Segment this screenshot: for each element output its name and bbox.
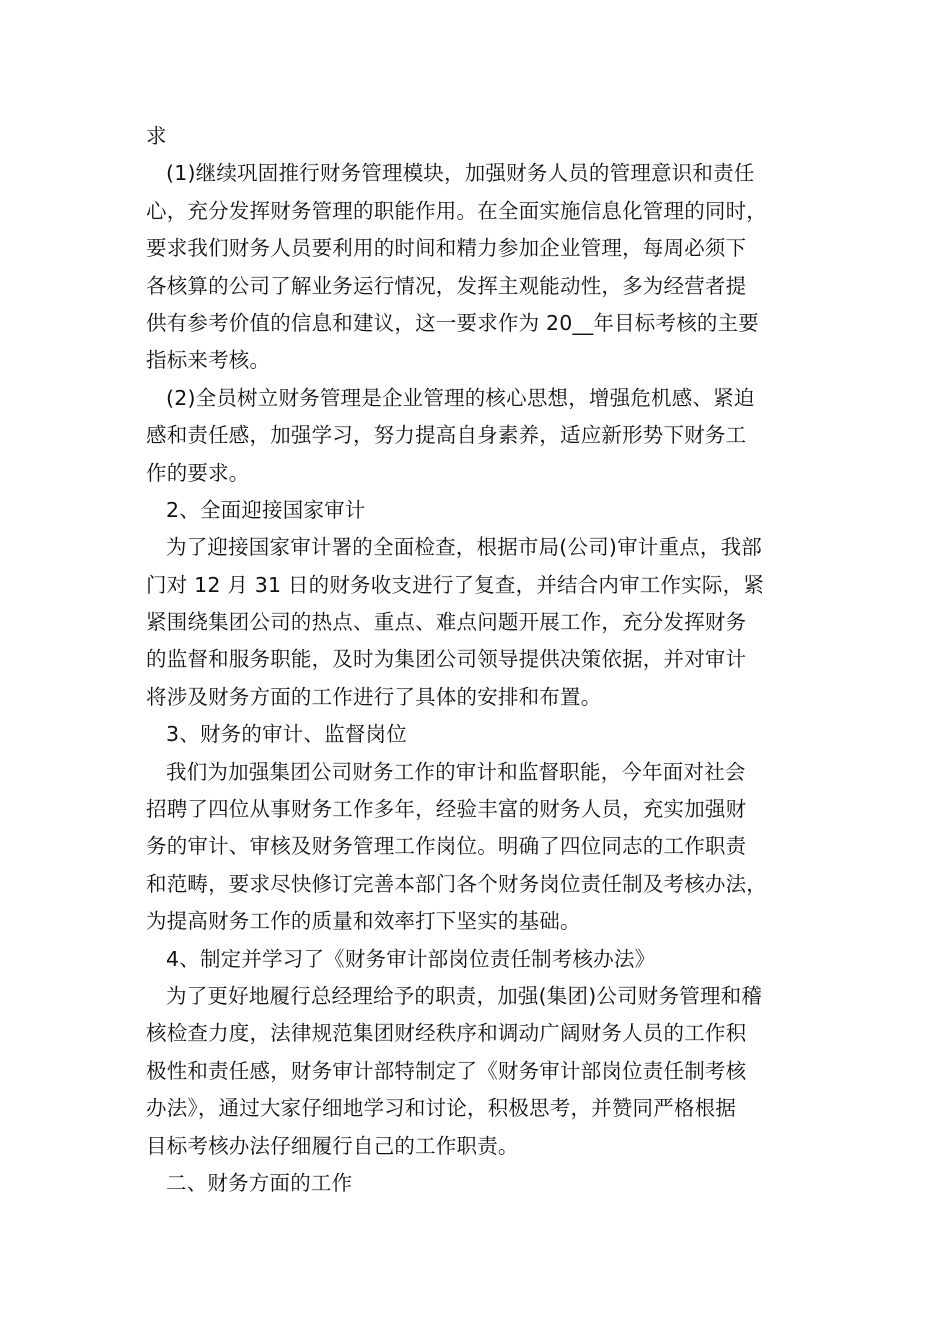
text-line: (2)全员树立财务管理是企业管理的核心思想，增强危机感、紧迫 (166, 385, 755, 410)
text-line: 作的要求。 (146, 460, 250, 485)
text-line: 为了更好地履行总经理给予的职责，加强(集团)公司财务管理和稽 (166, 983, 762, 1008)
text-line: 2、全面迎接国家审计 (166, 497, 366, 522)
text-line: 各核算的公司了解业务运行情况，发挥主观能动性，多为经营者提 (146, 273, 747, 298)
text-line: 感和责任感，加强学习，努力提高自身素养，适应新形势下财务工 (146, 423, 747, 448)
text-line: 我们为加强集团公司财务工作的审计和监督职能，今年面对社会 (166, 759, 746, 784)
text-line: 要求我们财务人员要利用的时间和精力参加企业管理，每周必须下 (146, 236, 747, 261)
text-line: 为了迎接国家审计署的全面检查，根据市局(公司)审计重点，我部 (166, 535, 762, 560)
text-line: 门对 12 月 31 日的财务收支进行了复查，并结合内审工作实际，紧 (146, 572, 765, 597)
text-line: 核检查力度，法律规范集团财经秩序和调动广阔财务人员的工作积 (146, 1021, 747, 1046)
text-line: 紧围绕集团公司的热点、重点、难点问题开展工作，充分发挥财务 (146, 610, 747, 635)
text-line: 指标来考核。 (146, 348, 271, 373)
text-line: 务的审计、审核及财务管理工作岗位。明确了四位同志的工作职责 (146, 834, 747, 859)
text-line: 心，充分发挥财务管理的职能作用。在全面实施信息化管理的同时， (146, 198, 767, 223)
text-line: 二、财务方面的工作 (166, 1170, 353, 1195)
text-line: 求 (146, 124, 167, 148)
text-line: 目标考核办法仔细履行自己的工作职责。 (146, 1133, 519, 1158)
text-line: 和范畴，要求尽快修订完善本部门各个财务岗位责任制及考核办法， (146, 871, 767, 896)
text-line: 极性和责任感，财务审计部特制定了《财务审计部岗位责任制考核 (146, 1058, 747, 1083)
text-line: 4、制定并学习了《财务审计部岗位责任制考核办法》 (166, 946, 656, 971)
text-line: 办法》，通过大家仔细地学习和讨论，积极思考，并赞同严格根据 (146, 1096, 737, 1121)
text-line: 招聘了四位从事财务工作多年，经验丰富的财务人员，充实加强财 (146, 797, 747, 822)
text-line: 3、财务的审计、监督岗位 (166, 722, 407, 747)
text-line: 为提高财务工作的质量和效率打下坚实的基础。 (146, 909, 581, 934)
text-line: 供有参考价值的信息和建议，这一要求作为 20__年目标考核的主要 (146, 310, 760, 335)
text-line: 将涉及财务方面的工作进行了具体的安排和布置。 (146, 684, 602, 709)
text-line: (1)继续巩固推行财务管理模块，加强财务人员的管理意识和责任 (166, 161, 755, 186)
document-page (146, 118, 816, 1202)
text-line: 的监督和服务职能，及时为集团公司领导提供决策依据，并对审计 (146, 647, 747, 672)
